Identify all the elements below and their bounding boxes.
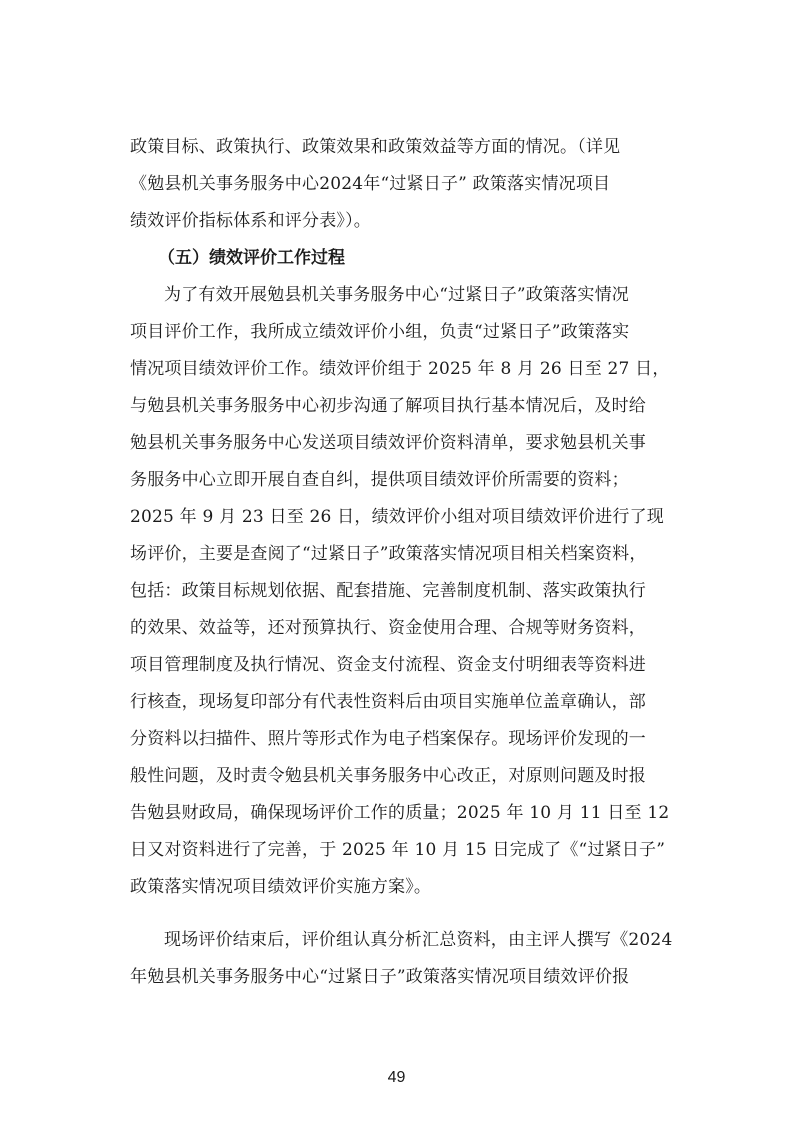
intro-line-3: 绩效评价指标体系和评分表》）。 bbox=[130, 211, 371, 231]
paragraph1-line: 情况项目绩效评价工作。绩效评价组于 2025 年 8 月 26 日至 27 日， bbox=[130, 359, 670, 379]
section-heading: （五）绩效评价工作过程 bbox=[158, 248, 345, 268]
paragraph2-line: 现场评价结束后，评价组认真分析汇总资料，由主评人撰写《2024 bbox=[164, 930, 673, 950]
paragraph1-line: 务服务中心立即开展自查自纠，提供项目绩效评价所需要的资料； bbox=[130, 470, 629, 490]
paragraph1-line: 2025 年 9 月 23 日至 26 日，绩效评价小组对项目绩效评价进行了现 bbox=[130, 507, 664, 527]
paragraph1-line: 包括：政策目标规划依据、配套措施、完善制度机制、落实政策执行 bbox=[130, 581, 646, 601]
paragraph1-line: 项目评价工作，我所成立绩效评价小组，负责“过紧日子”政策落实 bbox=[130, 322, 630, 342]
paragraph1-line: 勉县机关事务服务中心发送项目绩效评价资料清单，要求勉县机关事 bbox=[130, 433, 646, 453]
paragraph1-line: 与勉县机关事务服务中心初步沟通了解项目执行基本情况后，及时给 bbox=[130, 396, 646, 416]
intro-line-2: 《勉县机关事务服务中心2024年“过紧日子” 政策落实情况项目 bbox=[130, 174, 611, 194]
paragraph1-line: 项目管理制度及执行情况、资金支付流程、资金支付明细表等资料进 bbox=[130, 655, 646, 675]
paragraph1-line: 为了有效开展勉县机关事务服务中心“过紧日子”政策落实情况 bbox=[164, 285, 629, 305]
intro-line-1: 政策目标、政策执行、政策效果和政策效益等方面的情况。（详见 bbox=[130, 137, 621, 157]
paragraph1-line: 日又对资料进行了完善，于 2025 年 10 月 15 日完成了《“过紧日子” bbox=[130, 840, 666, 860]
paragraph2-line: 年勉县机关事务服务中心“过紧日子”政策落实情况项目绩效评价报 bbox=[130, 967, 630, 987]
paragraph1-line: 场评价，主要是查阅了“过紧日子”政策落实情况项目相关档案资料， bbox=[130, 544, 647, 564]
paragraph1-line: 的效果、效益等，还对预算执行、资金使用合理、合规等财务资料， bbox=[130, 618, 646, 638]
paragraph1-line: 分资料以扫描件、照片等形式作为电子档案保存。现场评价发现的一 bbox=[130, 729, 646, 749]
paragraph1-line: 政策落实情况项目绩效评价实施方案》。 bbox=[130, 877, 432, 897]
paragraph1-line: 般性问题，及时责令勉县机关事务服务中心改正，对原则问题及时报 bbox=[130, 766, 646, 786]
page-number: 49 bbox=[387, 1069, 406, 1086]
paragraph1-line: 告勉县财政局，确保现场评价工作的质量；2025 年 10 月 11 日至 12 bbox=[130, 803, 670, 823]
paragraph1-line: 行核查，现场复印部分有代表性资料后由项目实施单位盖章确认，部 bbox=[130, 692, 646, 712]
